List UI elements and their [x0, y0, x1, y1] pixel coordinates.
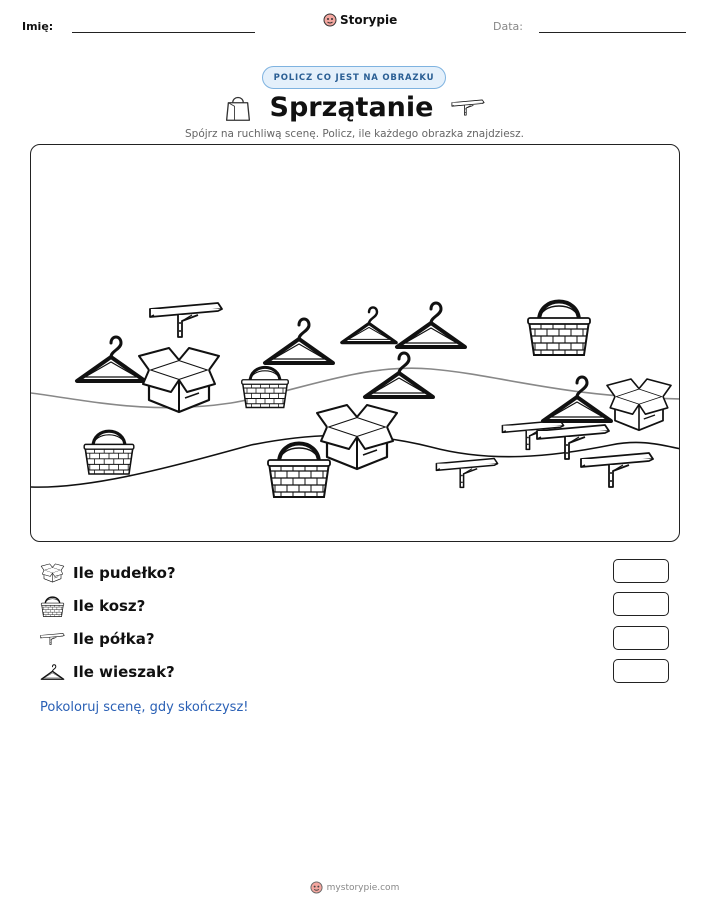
instruction-badge: POLICZ CO JEST NA OBRAZKU — [262, 66, 446, 89]
shelf-icon — [451, 98, 485, 118]
basket-icon — [40, 594, 65, 618]
page-title-row — [0, 92, 709, 130]
footer-url[interactable]: mystorypie.com — [326, 882, 400, 893]
hanger-item — [77, 337, 145, 381]
basket-item — [84, 431, 134, 474]
box-icon — [40, 561, 65, 585]
question-label: Ile kosz? — [73, 597, 146, 615]
storypie-logo-icon — [310, 881, 323, 894]
hanger-item — [342, 307, 396, 342]
question-hangers — [40, 660, 175, 684]
question-label: Ile pudełko? — [73, 564, 176, 582]
page-title: Sprzątanie — [269, 92, 434, 123]
hanger-item — [265, 319, 333, 363]
question-label: Ile półka? — [73, 630, 155, 648]
question-shelves — [40, 627, 155, 651]
date-label: Data: — [493, 20, 523, 33]
finish-instruction: Pokoloruj scenę, gdy skończysz! — [40, 700, 249, 715]
hanger-item — [397, 303, 465, 347]
basket-item — [242, 367, 289, 407]
footer — [0, 881, 709, 894]
question-label: Ile wieszak? — [73, 663, 175, 681]
hanger-item — [365, 353, 433, 397]
page-subtitle: Spójrz na ruchliwą scenę. Policz, ile każdego obrazka znajdziesz. — [185, 128, 524, 140]
hanger-icon — [40, 660, 65, 684]
basket-item — [268, 444, 330, 498]
answer-box-boxes[interactable] — [613, 559, 669, 583]
question-baskets — [40, 594, 145, 618]
counting-scene — [30, 144, 680, 542]
name-line[interactable] — [72, 32, 255, 33]
storypie-logo-icon — [323, 13, 337, 27]
shelf-item — [436, 459, 497, 488]
shelf-item — [581, 453, 653, 487]
brand-logo — [323, 13, 397, 27]
name-label: Imię: — [22, 20, 54, 33]
date-line[interactable] — [539, 32, 686, 33]
answer-box-shelves[interactable] — [613, 626, 669, 650]
shelf-item — [150, 303, 222, 337]
question-boxes — [40, 561, 176, 585]
hanger-item — [543, 377, 611, 421]
answer-box-baskets[interactable] — [613, 592, 669, 616]
box-item — [607, 379, 671, 430]
box-item — [139, 348, 219, 412]
scene-illustration — [31, 145, 680, 542]
brand-name: Storypie — [340, 13, 398, 27]
shelf-icon — [40, 627, 65, 651]
basket-item — [528, 302, 590, 356]
shopping-bag-icon — [224, 93, 252, 123]
answer-box-hangers[interactable] — [613, 659, 669, 683]
